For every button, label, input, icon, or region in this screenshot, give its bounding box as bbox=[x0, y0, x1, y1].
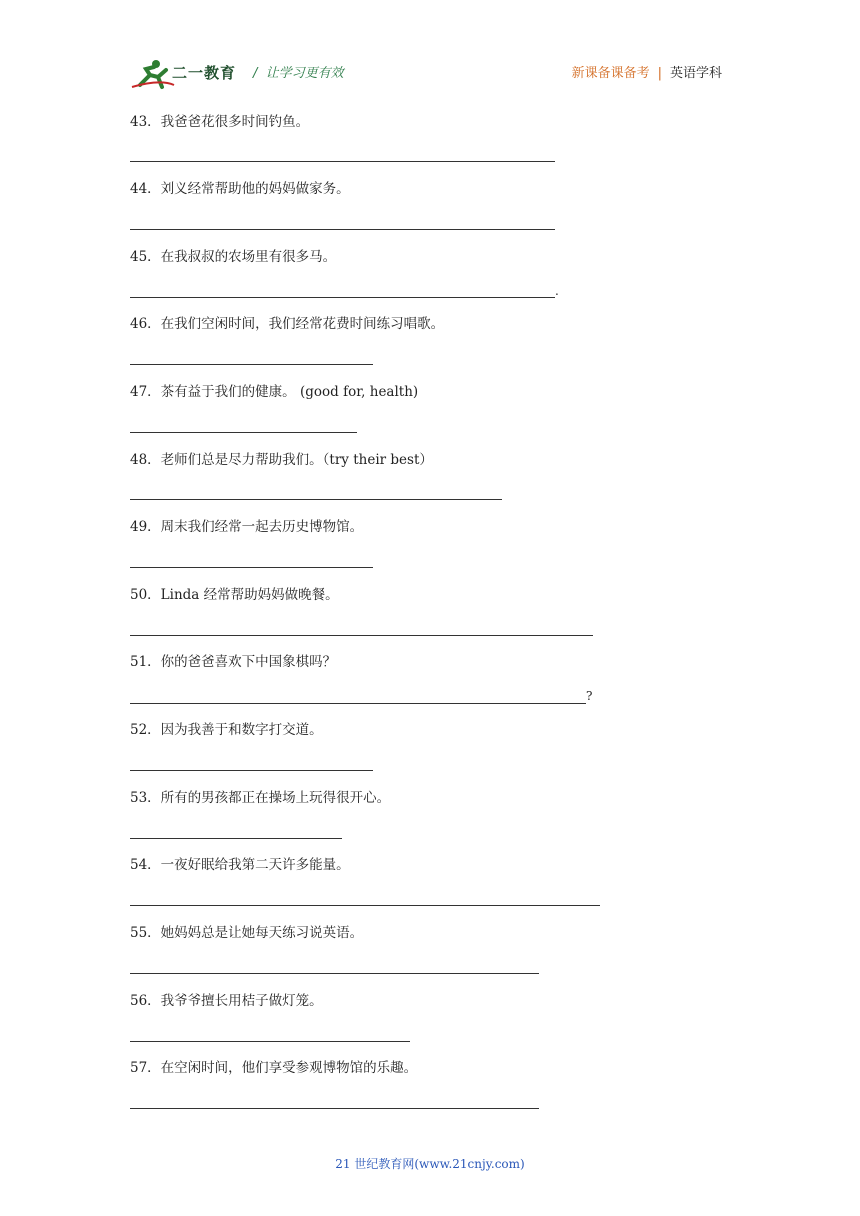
answer-line-44[interactable] bbox=[130, 228, 555, 230]
header-right bbox=[572, 62, 722, 81]
answer-line-46[interactable] bbox=[130, 363, 373, 365]
question-51: 51．你的爸爸喜欢下中国象棋吗？ bbox=[130, 654, 337, 670]
question-54: 54．一夜好眠给我第二天许多能量。 bbox=[130, 857, 350, 873]
course-label: 新课备课备考 bbox=[571, 66, 650, 81]
answer-line-45[interactable] bbox=[130, 296, 555, 298]
answer-line-50[interactable] bbox=[130, 634, 593, 636]
question-45: 45．在我叔叔的农场里有很多马。 bbox=[130, 249, 337, 265]
question-46: 46．在我们空闲时间，我们经常花费时间练习唱歌。 bbox=[130, 316, 445, 332]
answer-line-55[interactable] bbox=[130, 972, 539, 974]
answer-line-51[interactable] bbox=[130, 702, 586, 704]
question-53: 53．所有的男孩都正在操场上玩得很开心。 bbox=[130, 790, 391, 806]
question-50: 50．Linda 经常帮助妈妈做晚餐。 bbox=[130, 587, 339, 603]
answer-line-57[interactable] bbox=[130, 1107, 539, 1109]
slogan: / 让学习更有效 bbox=[253, 66, 344, 81]
question-52: 52．因为我善于和数字打交道。 bbox=[130, 722, 323, 738]
question-43: 43．我爸爸花很多时间钓鱼。 bbox=[130, 114, 310, 130]
answer-line-56[interactable] bbox=[130, 1040, 410, 1042]
question-49: 49．周末我们经常一起去历史博物馆。 bbox=[130, 519, 364, 535]
answer-end-question-mark: ? bbox=[586, 689, 593, 703]
footer-link[interactable]: 21 世纪教育网(www.21cnjy.com) bbox=[335, 1157, 525, 1171]
question-44: 44．刘义经常帮助他的妈妈做家务。 bbox=[130, 181, 350, 197]
question-48: 48．老师们总是尽力帮助我们。（try their best） bbox=[130, 452, 433, 468]
question-55: 55．她妈妈总是让她每天练习说英语。 bbox=[130, 925, 364, 941]
header-separator: | bbox=[657, 66, 662, 81]
answer-line-54[interactable] bbox=[130, 904, 600, 906]
question-47: 47．茶有益于我们的健康。 (good for, health) bbox=[130, 384, 419, 400]
answer-line-43[interactable] bbox=[130, 160, 555, 162]
question-57: 57．在空闲时间，他们享受参观博物馆的乐趣。 bbox=[130, 1060, 418, 1076]
answer-line-52[interactable] bbox=[130, 769, 373, 771]
answer-line-53[interactable] bbox=[130, 837, 342, 839]
answer-line-48[interactable] bbox=[130, 498, 502, 500]
question-56: 56．我爷爷擅长用桔子做灯笼。 bbox=[130, 993, 323, 1009]
page-header bbox=[0, 0, 860, 100]
answer-line-49[interactable] bbox=[130, 566, 373, 568]
answer-line-47[interactable] bbox=[130, 431, 357, 433]
subject-label: 英语学科 bbox=[669, 66, 722, 81]
logo-text: 二一教育 bbox=[172, 64, 237, 82]
answer-end-period: . bbox=[555, 284, 559, 298]
